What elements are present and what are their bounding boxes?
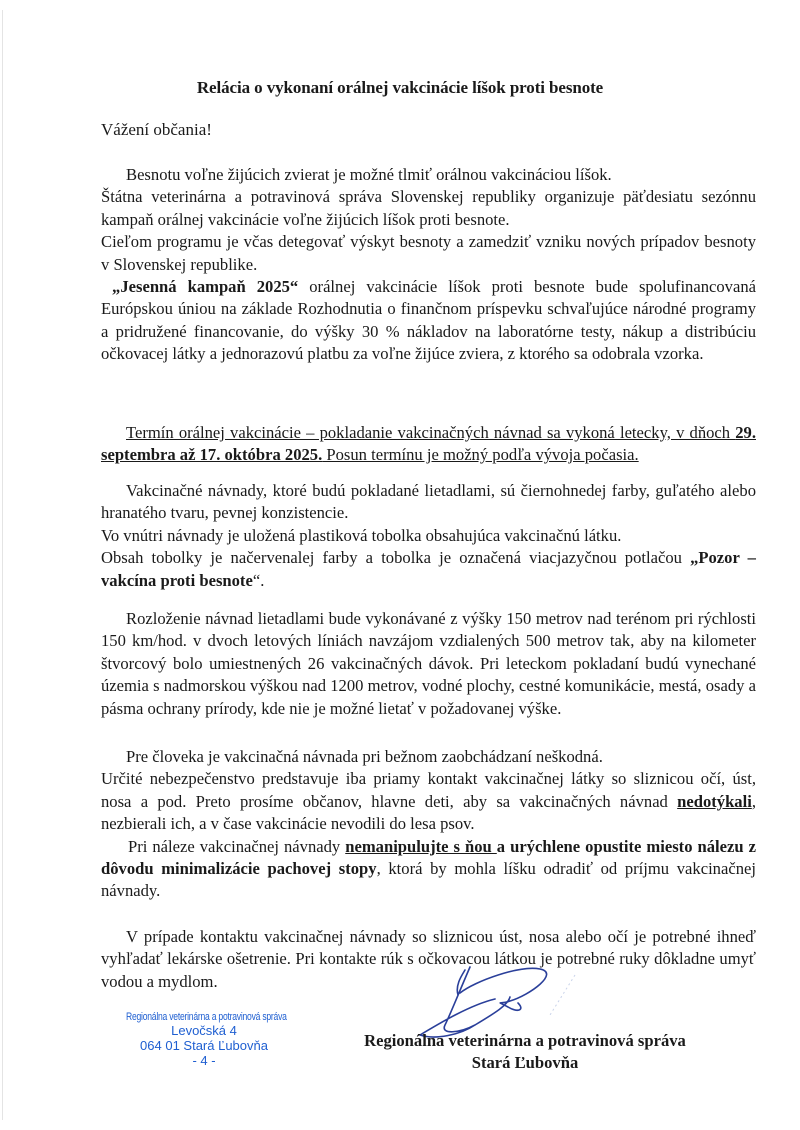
campaign-name: „Jesenná kampaň 2025“ — [112, 277, 299, 297]
leave-site-text: a urýchlene opustite miesto nálezu z dôvodu minimalizácie pachovej stopy — [101, 836, 756, 879]
contact-paragraph: V prípade kontaktu vakcinačnej návnady so sliznicou úst, nosa alebo očí je potrebné ihneď vyhľadať lekárske ošetrenie. Pri kontakte rúk s očkovacou látkou je potrebné ruky dôkladne umyť vodou a mydlom. — [101, 927, 756, 991]
stamp-office-name: Regionálna veterinárna a potravinová správa — [126, 1011, 287, 1023]
term-text-2: Posun termínu je možný podľa vývoja počasia. — [322, 445, 639, 465]
intro-section — [101, 164, 756, 366]
term-paragraph — [101, 422, 756, 467]
stamp-street: Levočská 4 — [171, 1023, 237, 1038]
warning-label: „Pozor – vakcína proti besnote — [101, 548, 756, 590]
do-not-touch-text: nedotýkali — [677, 791, 752, 811]
bait-paragraph-3 — [101, 547, 756, 592]
campaign-paragraph — [101, 276, 756, 366]
campaign-text: orálnej vakcinácie líšok proti besnote bude spolufinancovaná Európskou úniou na základe Rozhodnutia o finančnom príspevku schvaľujúce národné programy a pridružené financovanie, do výšky 30 % nákladov na laboratórne testy, nákup a distribúciu očkovacej látky a jednorazovú platbu za voľne žijúce zviera, z ktorého sa odobrala vzorka. — [101, 277, 756, 364]
stamp-city: 064 01 Stará Ľubovňa — [140, 1038, 268, 1053]
signatory-office: Regionálna veterinárna a potravinová správa — [364, 1031, 686, 1050]
safety-text-b: , nezbierali ich, a v čase vakcinácie nevodili do lesa psov. — [101, 791, 756, 834]
do-not-handle-text: nemanipulujte s ňou — [345, 836, 497, 856]
bait-description-section — [101, 480, 756, 592]
bait-text-end: “. — [252, 570, 265, 590]
signature-block — [320, 1030, 730, 1074]
term-section — [101, 422, 756, 467]
document-title: Relácia o vykonaní orálnej vakcinácie líšok proti besnote — [196, 78, 604, 97]
signatory-city: Stará Ľubovňa — [471, 1053, 579, 1072]
finding-text-b: , ktorá by mohla líšku odradiť od príjmu vakcinačnej návnady. — [101, 859, 756, 901]
safety-paragraph-2 — [101, 768, 756, 835]
bait-paragraph-1: Vakcinačné návnady, ktoré budú pokladané lietadlami, sú čiernohnedej farby, guľatého alebo hranatého tvaru, pevnej konzistencie. — [101, 481, 756, 523]
term-text-1: Termín orálnej vakcinácie – pokladanie vakcinačných návnad sa vykoná letecky, v dňoch — [126, 423, 736, 442]
safety-paragraph-3 — [101, 836, 756, 903]
office-stamp — [104, 1011, 304, 1068]
safety-paragraph-1: Pre človeka je vakcinačná návnada pri bežnom zaobchádzaní neškodná. — [126, 747, 603, 766]
safety-text-a: Určité nebezpečenstvo predstavuje iba priamy kontakt vakcinačnej látky so sliznicou očí, úst, nosa a pod. Preto prosíme občanov, hlavne deti, aby sa vakcinačných návnad — [101, 769, 756, 811]
salutation: Vážení občania! — [101, 120, 212, 139]
term-dates: 29. septembra až 17. októbra 2025. — [101, 423, 756, 465]
distribution-paragraph: Rozloženie návnad lietadlami bude vykonávané z výšky 150 metrov nad terénom pri rýchlosti 150 km/hod. v dvoch letových líniách navzájom vzdialených 500 metrov tak, aby na kilometer štvorcový bolo umiestnených 26 vakcinačných dávok. Pri leteckom pokladaní budú vynechané územia s nadmorskou výškou nad 1200 metrov, vodné plochy, cestné komunikácie, mestá, osady a pásma ochrany prírody, kde nie je možné lietať v požadovanej výške. — [101, 609, 756, 718]
finding-text-a: Pri náleze vakcinačnej návnady — [128, 836, 346, 856]
distribution-section — [101, 608, 756, 720]
bait-text: Obsah tobolky je načervenalej farby a tobolka je označená viacjazyčnou potlačou — [101, 548, 691, 568]
safety-section — [101, 746, 756, 903]
intro-paragraph-1: Besnotu voľne žijúcich zvierat je možné tlmiť orálnou vakcináciou líšok. — [126, 165, 612, 184]
bait-paragraph-2: Vo vnútri návnady je uložená plastiková tobolka obsahujúca vakcinačnú látku. — [101, 525, 622, 545]
intro-paragraph-3: Cieľom programu je včas detegovať výskyt besnoty a zamedziť vzniku nových prípadov besnoty v Slovenskej republike. — [101, 232, 756, 274]
intro-paragraph-2: Štátna veterinárna a potravinová správa Slovenskej republiky organizuje päťdesiatu sezónnu kampaň orálnej vakcinácie voľne žijúcich líšok proti besnote. — [101, 187, 756, 229]
page-edge — [2, 10, 3, 1120]
stamp-number: - 4 - — [192, 1053, 216, 1068]
